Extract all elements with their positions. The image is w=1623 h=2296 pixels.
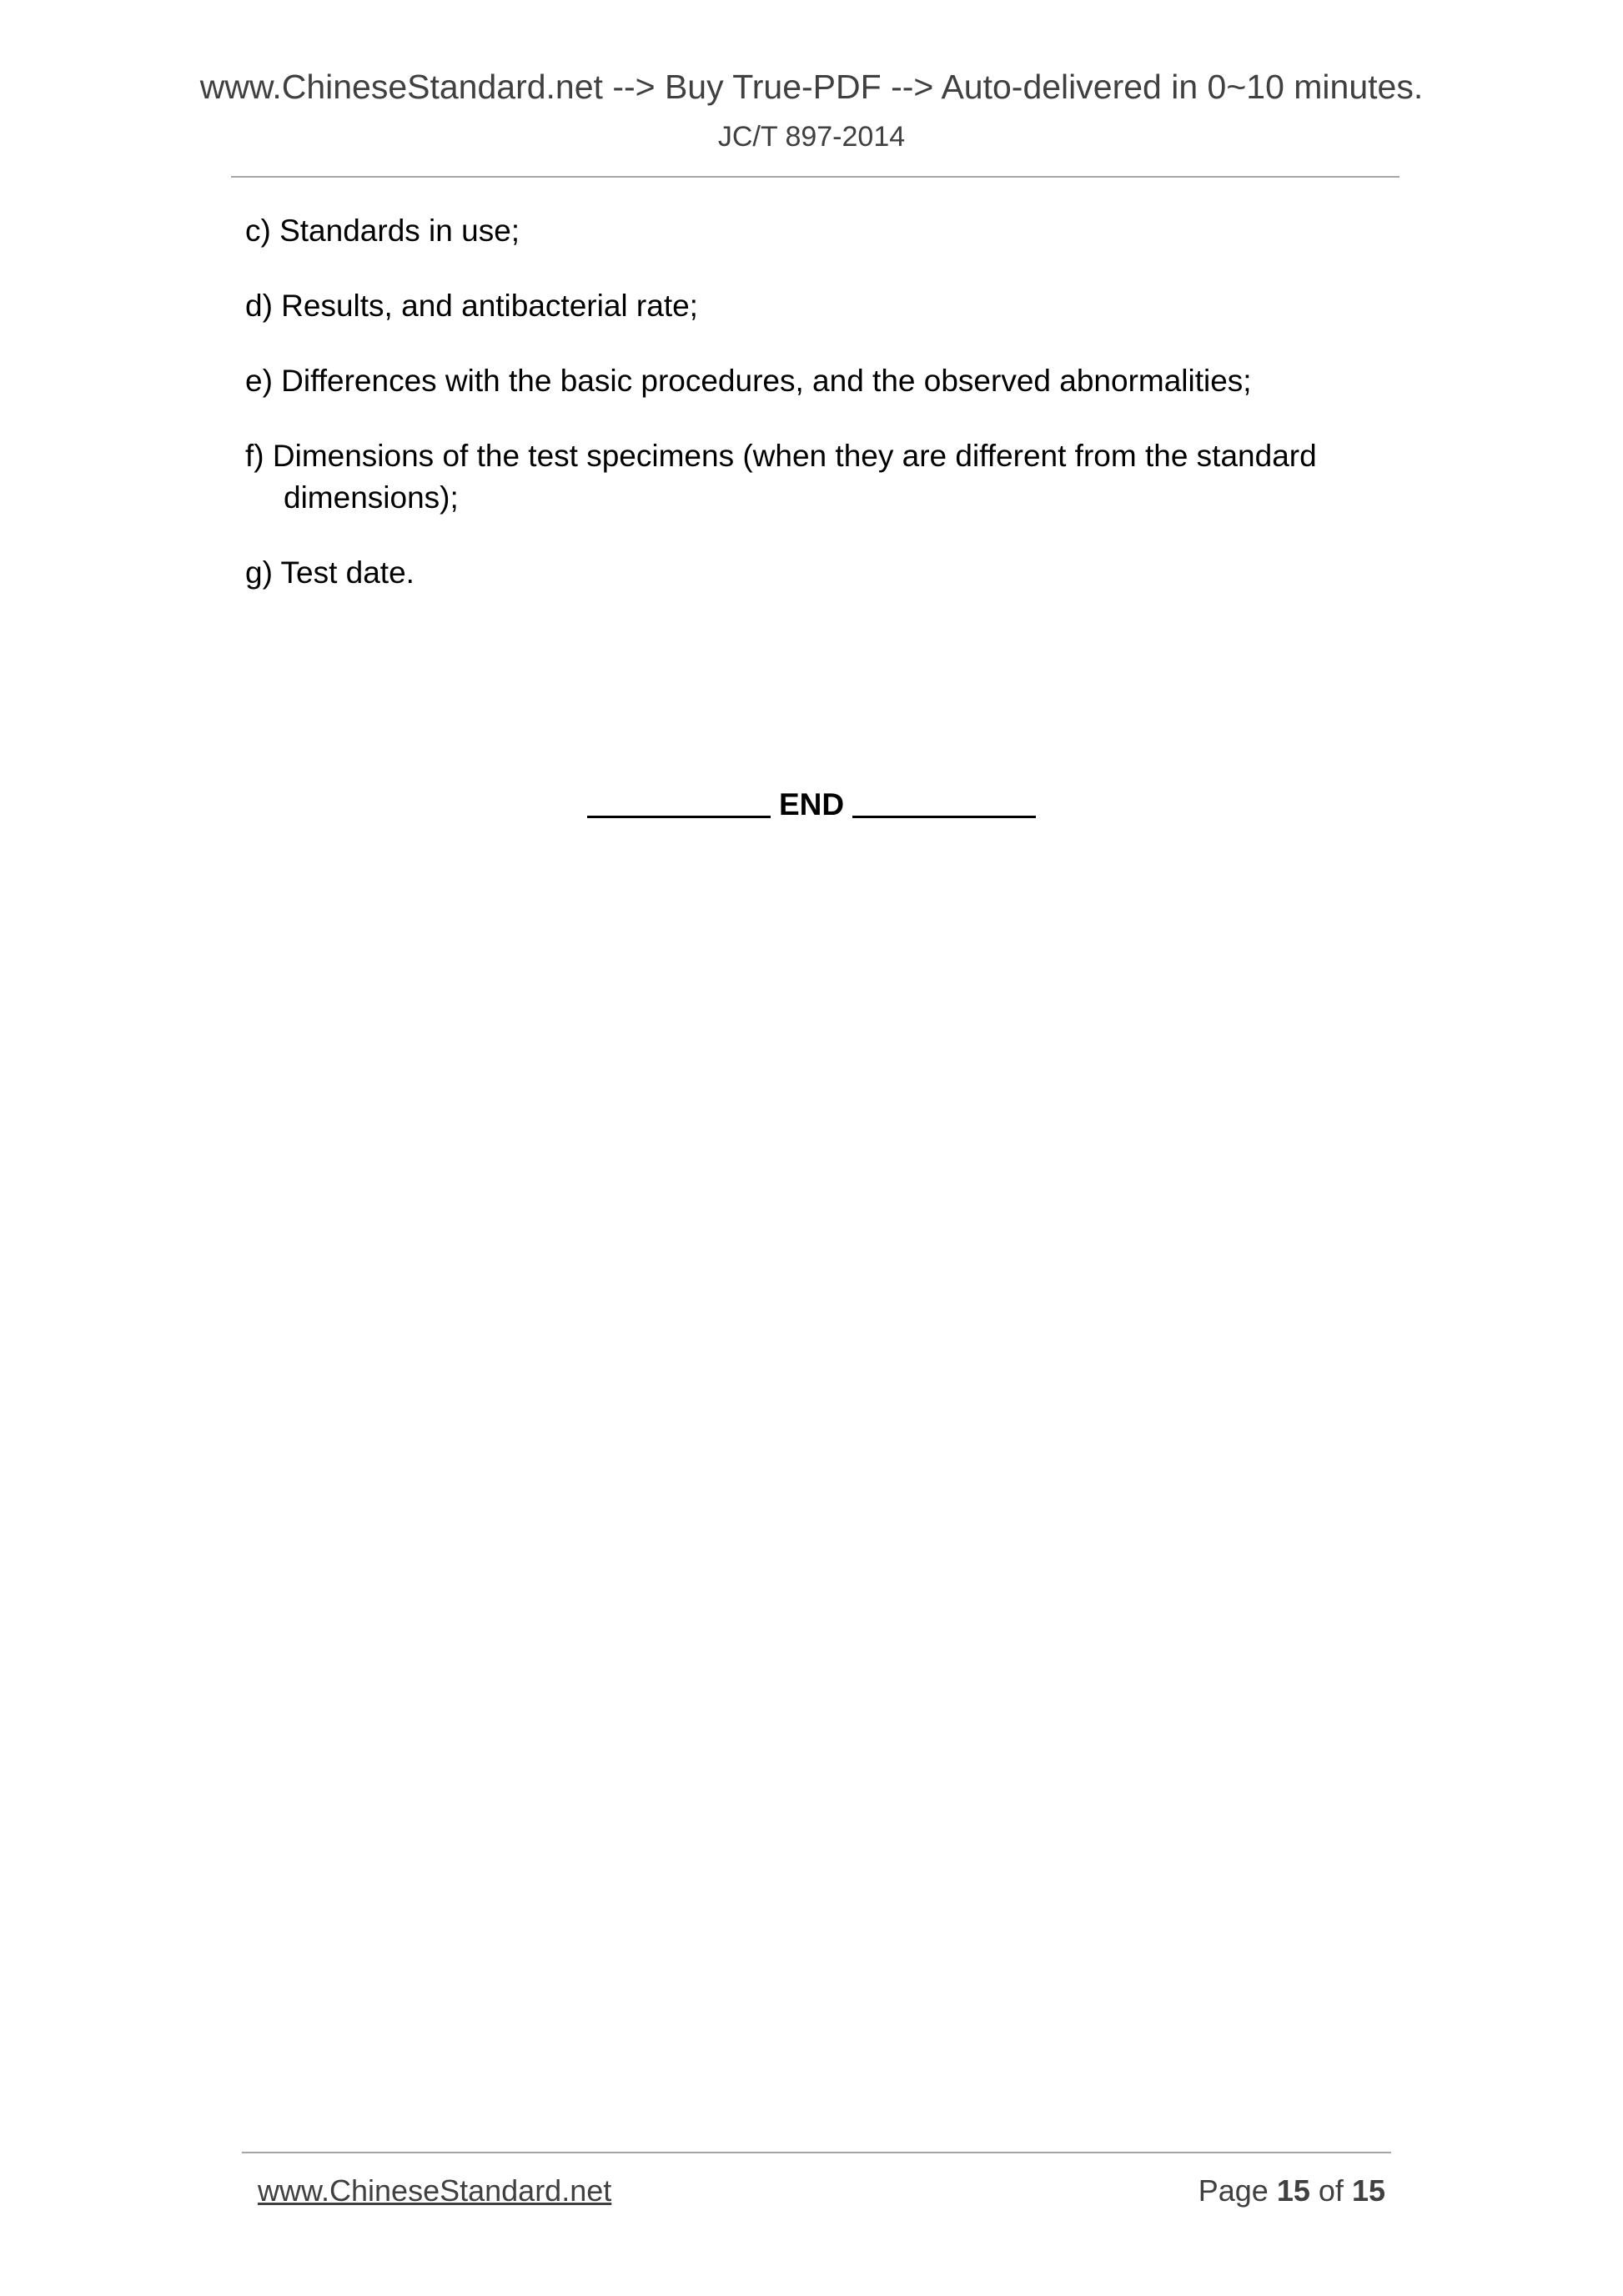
list-item: g) Test date. [245,555,415,590]
header-divider [231,176,1399,178]
list-item: d) Results, and antibacterial rate; [245,289,698,323]
list-item: f) Dimensions of the test specimens (when they are different from the standard dimensions); [245,439,1317,515]
header-banner: www.ChineseStandard.net --> Buy True-PDF --> Auto-delivered in 0~10 minutes. [199,68,1424,106]
report-items-list [245,210,1404,627]
page-total: 15 [1351,2173,1385,2208]
page-of: of [1318,2173,1344,2208]
footer-website-link[interactable]: www.ChineseStandard.net [258,2173,612,2208]
end-label: END [778,787,845,821]
list-item: c) Standards in use; [245,214,520,248]
end-rule-left [587,816,771,818]
footer-divider [242,2152,1391,2153]
end-rule-right [852,816,1036,818]
page-word: Page [1198,2173,1269,2208]
end-marker [0,784,1623,826]
page-current: 15 [1276,2173,1310,2208]
page-number [1198,2172,1385,2210]
list-item: e) Differences with the basic procedures, and the observed abnormalities; [245,364,1252,398]
standard-code: JC/T 897-2014 [717,121,906,153]
